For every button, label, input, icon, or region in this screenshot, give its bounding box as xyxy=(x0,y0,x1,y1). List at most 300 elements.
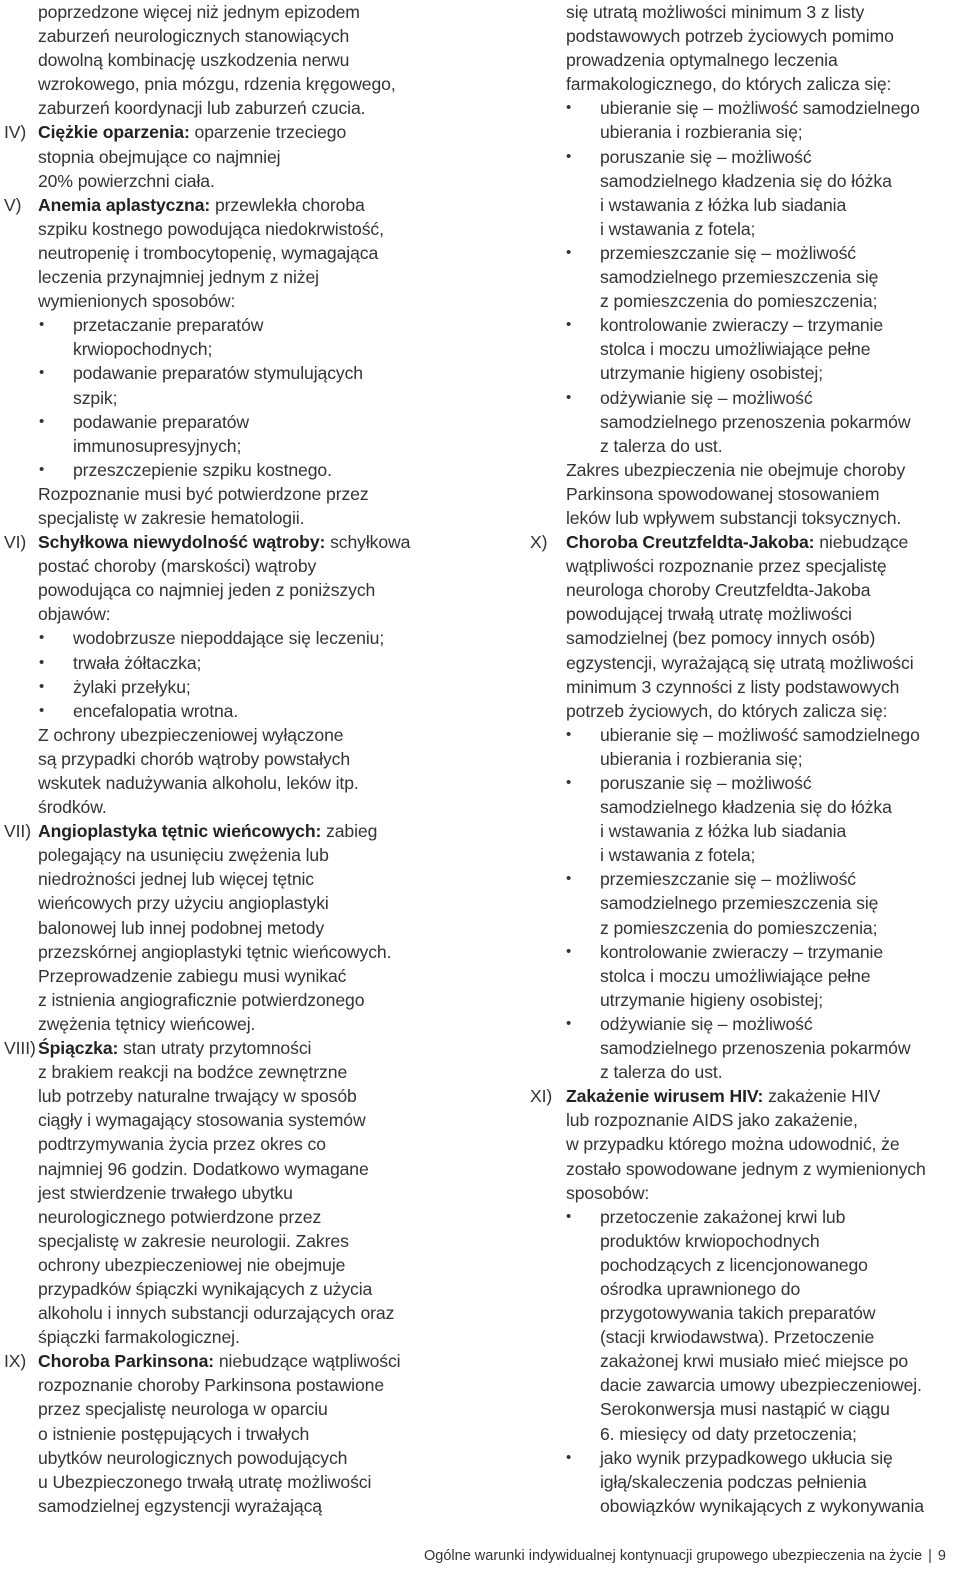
text-line xyxy=(4,1108,454,1132)
paragraph-text: neurologa choroby Creutzfeldta-Jakoba xyxy=(566,580,871,601)
bullet-icon: • xyxy=(39,677,45,695)
section-term: Schyłkowa niewydolność wątroby: xyxy=(38,532,326,553)
text-line xyxy=(4,1036,454,1060)
paragraph-text: przypadków śpiączki wynikających z użycia xyxy=(38,1278,373,1299)
bullet-continuation: samodzielnego przenoszenia pokarmów xyxy=(600,1038,911,1059)
text-line xyxy=(530,602,960,626)
bullet-text: przemieszczanie się – możliwość xyxy=(600,869,857,890)
page-footer xyxy=(424,1546,946,1566)
text-line xyxy=(4,771,454,795)
text-line xyxy=(4,1349,454,1373)
bullet-text: kontrolowanie zwieraczy – trzymanie xyxy=(600,941,884,962)
text-line xyxy=(530,891,960,915)
bullet-continuation: samodzielnego przemieszczenia się xyxy=(600,267,879,288)
section-term: Choroba Creutzfeldta-Jakoba: xyxy=(566,532,815,553)
bullet-icon: • xyxy=(566,725,572,743)
bullet-item xyxy=(4,699,454,723)
text-line xyxy=(4,1301,454,1325)
paragraph-text: wątpliwości rozpoznanie przez specjalistę xyxy=(566,556,887,577)
right-column xyxy=(530,0,960,1518)
text-line xyxy=(4,1325,454,1349)
text-line xyxy=(530,458,960,482)
bullet-item xyxy=(4,361,454,385)
bullet-continuation: i wstawania z łóżka lub siadania xyxy=(600,194,847,215)
text-line xyxy=(4,1012,454,1036)
bullet-continuation: i wstawania z fotela; xyxy=(600,218,756,239)
paragraph-text: prowadzenia optymalnego leczenia xyxy=(566,50,838,71)
text-line xyxy=(530,1084,960,1108)
text-line xyxy=(4,96,454,120)
text-line xyxy=(530,0,960,24)
text-line xyxy=(530,651,960,675)
paragraph-text: egzystencji, wyrażającą się utratą możliwości xyxy=(566,652,914,673)
text-line xyxy=(4,265,454,289)
paragraph-text: szpiku kostnego powodująca niedokrwistość, xyxy=(38,218,384,239)
bullet-item xyxy=(530,1012,960,1036)
bullet-continuation: krwiopochodnych; xyxy=(73,339,213,360)
bullet-continuation: i wstawania z fotela; xyxy=(600,845,756,866)
bullet-continuation: samodzielnego kładzenia się do łóżka xyxy=(600,170,892,191)
text-line xyxy=(4,940,454,964)
section-heading xyxy=(566,530,908,554)
text-line xyxy=(530,1325,960,1349)
text-line xyxy=(4,1229,454,1253)
bullet-continuation: zakażonej krwi musiało mieć miejsce po xyxy=(600,1351,909,1372)
text-line xyxy=(530,1397,960,1421)
text-line xyxy=(530,1229,960,1253)
bullet-continuation: z talerza do ust. xyxy=(600,1062,723,1083)
bullet-icon: • xyxy=(566,942,572,960)
paragraph-text: powodująca co najmniej jeden z poniższych xyxy=(38,580,376,601)
bullet-continuation: samodzielnego kładzenia się do łóżka xyxy=(600,797,892,818)
paragraph-text: polegający na usunięciu zwężenia lub xyxy=(38,845,329,866)
text-line xyxy=(4,916,454,940)
paragraph-text: podstawowych potrzeb życiowych pomimo xyxy=(566,26,894,47)
text-line xyxy=(530,1036,960,1060)
paragraph-text: jest stwierdzenie trwałego ubytku xyxy=(38,1182,293,1203)
paragraph-text: neutropenię i trombocytopenię, wymagająca xyxy=(38,242,379,263)
paragraph-text: Przeprowadzenie zabiegu musi wynikać xyxy=(38,965,347,986)
section-number: X) xyxy=(530,532,548,553)
paragraph-text: ochrony ubezpieczeniowej nie obejmuje xyxy=(38,1254,346,1275)
paragraph-text: neurologicznego potwierdzone przez xyxy=(38,1206,322,1227)
section-definition: schyłkowa xyxy=(325,532,411,553)
text-line xyxy=(530,361,960,385)
paragraph-text: zwężenia tętnicy wieńcowej. xyxy=(38,1013,256,1034)
paragraph-text: podtrzymywania życia przez okres co xyxy=(38,1134,326,1155)
text-line xyxy=(4,1084,454,1108)
text-line xyxy=(530,699,960,723)
paragraph-text: leków lub wpływem substancji toksycznych. xyxy=(566,507,902,528)
bullet-item xyxy=(530,386,960,410)
bullet-item xyxy=(530,96,960,120)
text-line xyxy=(530,988,960,1012)
text-line xyxy=(530,337,960,361)
bullet-continuation: pochodzących z licencjonowanego xyxy=(600,1254,868,1275)
section-heading xyxy=(38,1036,311,1060)
section-term: Choroba Parkinsona: xyxy=(38,1351,215,1372)
text-line xyxy=(4,1205,454,1229)
bullet-continuation: ubierania i rozbierania się; xyxy=(600,748,803,769)
text-line xyxy=(4,217,454,241)
text-line xyxy=(530,1470,960,1494)
paragraph-text: Rozpoznanie musi być potwierdzone przez xyxy=(38,483,369,504)
paragraph-text: ubytków neurologicznych powodujących xyxy=(38,1447,348,1468)
text-line xyxy=(530,1253,960,1277)
bullet-continuation: przygotowywania takich preparatów xyxy=(600,1303,876,1324)
text-line xyxy=(4,988,454,1012)
text-line xyxy=(4,602,454,626)
bullet-item xyxy=(4,458,454,482)
section-term: Zakażenie wirusem HIV: xyxy=(566,1086,764,1107)
bullet-icon: • xyxy=(566,774,572,791)
paragraph-text: specjalistę w zakresie neurologii. Zakres xyxy=(38,1230,349,1251)
text-line xyxy=(4,1132,454,1156)
text-line xyxy=(4,482,454,506)
bullet-item xyxy=(530,867,960,891)
section-number: VIII) xyxy=(4,1038,36,1059)
paragraph-text: potrzeb życiowych, do których zalicza się: xyxy=(566,700,888,721)
text-line xyxy=(4,1494,454,1518)
bullet-item xyxy=(4,675,454,699)
bullet-continuation: z pomieszczenia do pomieszczenia; xyxy=(600,291,878,312)
bullet-icon: • xyxy=(39,412,45,430)
bullet-continuation: stolca i moczu umożliwiające pełne xyxy=(600,339,871,360)
text-line xyxy=(4,1446,454,1470)
text-line xyxy=(4,1157,454,1181)
text-line xyxy=(4,120,454,144)
text-line xyxy=(530,675,960,699)
paragraph-text: u Ubezpieczonego trwałą utratę możliwości xyxy=(38,1471,372,1492)
text-line xyxy=(4,1397,454,1421)
text-line xyxy=(530,843,960,867)
text-line xyxy=(4,530,454,554)
bullet-continuation: 6. miesięcy od daty przetoczenia; xyxy=(600,1423,857,1444)
text-line xyxy=(4,48,454,72)
section-definition: niebudzące wątpliwości xyxy=(214,1351,401,1372)
bullet-icon: • xyxy=(39,460,45,478)
section-number: V) xyxy=(4,194,22,215)
footer-separator: | xyxy=(928,1548,932,1564)
bullet-text: kontrolowanie zwieraczy – trzymanie xyxy=(600,315,884,336)
paragraph-text: stopnia obejmujące co najmniej xyxy=(38,146,281,167)
paragraph-text: Parkinsona spowodowanej stosowaniem xyxy=(566,483,880,504)
bullet-continuation: samodzielnego przenoszenia pokarmów xyxy=(600,411,911,432)
text-line xyxy=(4,843,454,867)
bullet-icon: • xyxy=(566,1448,572,1466)
paragraph-text: środków. xyxy=(38,797,107,818)
section-heading xyxy=(566,1084,880,1108)
bullet-continuation: Serokonwersja musi nastąpić w ciągu xyxy=(600,1399,890,1420)
text-line xyxy=(530,482,960,506)
bullet-continuation: stolca i moczu umożliwiające pełne xyxy=(600,965,871,986)
paragraph-text: poprzedzone więcej niż jednym epizodem xyxy=(38,2,360,22)
section-heading xyxy=(38,120,346,144)
section-number: VI) xyxy=(4,532,27,553)
bullet-continuation: utrzymanie higieny osobistej; xyxy=(600,989,824,1010)
bullet-text: podawanie preparatów stymulujących xyxy=(73,363,363,384)
bullet-continuation: igłą/skaleczenia podczas pełnienia xyxy=(600,1471,867,1492)
text-line xyxy=(530,964,960,988)
text-line xyxy=(4,1181,454,1205)
text-line xyxy=(4,795,454,819)
page-number: 9 xyxy=(937,1548,946,1564)
bullet-continuation: z talerza do ust. xyxy=(600,435,723,456)
paragraph-text: wymienionych sposobów: xyxy=(38,291,236,312)
section-number: IX) xyxy=(4,1351,27,1372)
bullet-text: przemieszczanie się – możliwość xyxy=(600,242,857,263)
footer-title: Ogólne warunki indywidualnej kontynuacji grupowego ubezpieczenia na życie xyxy=(424,1548,923,1564)
text-line xyxy=(4,434,454,458)
left-column xyxy=(4,0,454,1518)
paragraph-text: zostało spowodowane jednym z wymienionych xyxy=(566,1158,926,1179)
bullet-text: poruszanie się – możliwość xyxy=(600,146,812,167)
bullet-icon: • xyxy=(566,147,572,165)
bullet-text: ubieranie się – możliwość samodzielnego xyxy=(600,724,920,745)
text-line xyxy=(530,819,960,843)
section-term: Ciężkie oparzenia: xyxy=(38,122,190,143)
bullet-item xyxy=(530,771,960,795)
bullet-icon: • xyxy=(566,243,572,261)
text-line xyxy=(530,916,960,940)
bullet-icon: • xyxy=(566,1014,572,1032)
section-definition: stan utraty przytomności xyxy=(118,1038,312,1059)
section-number: VII) xyxy=(4,821,31,842)
paragraph-text: dowolną kombinację uszkodzenia nerwu xyxy=(38,50,350,71)
text-line xyxy=(4,578,454,602)
text-line xyxy=(4,289,454,313)
bullet-icon: • xyxy=(566,1207,572,1225)
text-line xyxy=(530,1108,960,1132)
text-line xyxy=(530,1060,960,1084)
section-definition: niebudzące xyxy=(814,532,909,553)
text-line xyxy=(4,819,454,843)
bullet-item xyxy=(530,313,960,337)
text-line xyxy=(530,1181,960,1205)
text-line xyxy=(530,120,960,144)
text-line xyxy=(530,72,960,96)
text-line xyxy=(4,867,454,891)
text-line xyxy=(530,747,960,771)
bullet-icon: • xyxy=(39,653,45,671)
text-line xyxy=(530,530,960,554)
section-definition: zakażenie HIV xyxy=(763,1086,881,1107)
text-line xyxy=(4,145,454,169)
paragraph-text: lub potrzeby naturalne trwający w sposób xyxy=(38,1086,357,1107)
paragraph-text: Z ochrony ubezpieczeniowej wyłączone xyxy=(38,724,344,745)
bullet-continuation: samodzielnego przemieszczenia się xyxy=(600,893,879,914)
section-number: XI) xyxy=(530,1086,553,1107)
paragraph-text: są przypadki chorób wątroby powstałych xyxy=(38,748,351,769)
section-heading xyxy=(38,819,377,843)
bullet-item xyxy=(4,410,454,434)
bullet-text: encefalopatia wrotna. xyxy=(73,700,239,721)
text-line xyxy=(4,1277,454,1301)
paragraph-text: objawów: xyxy=(38,604,111,625)
section-definition: oparzenie trzeciego xyxy=(189,122,347,143)
paragraph-text: alkoholu i innych substancji odurzających oraz xyxy=(38,1303,395,1324)
text-line xyxy=(530,506,960,530)
text-line xyxy=(530,289,960,313)
text-line xyxy=(530,410,960,434)
paragraph-text: minimum 3 czynności z listy podstawowych xyxy=(566,676,900,697)
bullet-continuation: immunosupresyjnych; xyxy=(73,435,242,456)
paragraph-text: balonowej lub innej podobnej metody xyxy=(38,917,325,938)
bullet-continuation: z pomieszczenia do pomieszczenia; xyxy=(600,917,878,938)
paragraph-text: przezskórnej angioplastyki tętnic wieńcowych. xyxy=(38,941,392,962)
text-line xyxy=(4,72,454,96)
bullet-text: poruszanie się – możliwość xyxy=(600,773,812,793)
bullet-text: odżywianie się – możliwość xyxy=(600,387,813,408)
text-line xyxy=(530,169,960,193)
section-heading xyxy=(38,530,410,554)
paragraph-text: z brakiem reakcji na bodźce zewnętrzne xyxy=(38,1062,348,1083)
bullet-continuation: dacie zawarcia umowy ubezpieczeniowej. xyxy=(600,1375,922,1396)
text-line xyxy=(4,241,454,265)
paragraph-text: o istnienie postępujących i trwałych xyxy=(38,1423,310,1444)
bullet-text: wodobrzusze niepoddające się leczeniu; xyxy=(73,628,385,649)
paragraph-text: sposobów: xyxy=(566,1182,650,1203)
text-line xyxy=(530,1494,960,1518)
text-line xyxy=(4,24,454,48)
text-line xyxy=(4,891,454,915)
text-line xyxy=(530,1349,960,1373)
bullet-text: przeszczepienie szpiku kostnego. xyxy=(73,459,332,480)
paragraph-text: samodzielnej egzystencji wyrażającą xyxy=(38,1495,322,1516)
paragraph-text: powodującej trwałą utratę możliwości xyxy=(566,604,852,625)
text-line xyxy=(530,1132,960,1156)
paragraph-text: samodzielnej (bez pomocy innych osób) xyxy=(566,628,876,649)
paragraph-text: ciągły i wymagający stosowania systemów xyxy=(38,1110,366,1131)
bullet-text: przetoczenie zakażonej krwi lub xyxy=(600,1206,846,1227)
paragraph-text: wzrokowego, pnia mózgu, rdzenia kręgowego, xyxy=(38,74,396,95)
paragraph-text: postać choroby (marskości) wątroby xyxy=(38,556,317,577)
text-line xyxy=(530,1157,960,1181)
text-line xyxy=(4,193,454,217)
paragraph-text: przez specjalistę neurologa w oparciu xyxy=(38,1399,328,1420)
text-line xyxy=(530,48,960,72)
text-line xyxy=(4,1373,454,1397)
text-line xyxy=(530,554,960,578)
bullet-continuation: ubierania i rozbierania się; xyxy=(600,122,803,143)
bullet-text: trwała żółtaczka; xyxy=(73,652,202,673)
bullet-continuation: obowiązków wynikających z wykonywania xyxy=(600,1495,924,1516)
section-definition: zabieg xyxy=(321,821,378,842)
paragraph-text: najmniej 96 godzin. Dodatkowo wymagane xyxy=(38,1158,369,1179)
bullet-icon: • xyxy=(39,364,45,382)
bullet-item xyxy=(530,940,960,964)
bullet-icon: • xyxy=(566,316,572,334)
paragraph-text: 20% powierzchni ciała. xyxy=(38,170,215,191)
section-term: Angioplastyka tętnic wieńcowych: xyxy=(38,821,322,842)
section-heading xyxy=(38,193,365,217)
bullet-item xyxy=(530,1205,960,1229)
paragraph-text: farmakologicznego, do których zalicza się: xyxy=(566,74,892,95)
section-number: IV) xyxy=(4,122,27,143)
bullet-icon: • xyxy=(39,629,45,647)
text-line xyxy=(4,964,454,988)
text-line xyxy=(4,554,454,578)
paragraph-text: Zakres ubezpieczenia nie obejmuje choroby xyxy=(566,459,906,480)
bullet-item xyxy=(4,313,454,337)
text-line xyxy=(530,1277,960,1301)
text-line xyxy=(530,795,960,819)
text-line xyxy=(4,506,454,530)
text-line xyxy=(4,337,454,361)
bullet-item xyxy=(4,651,454,675)
text-line xyxy=(530,1422,960,1446)
bullet-item xyxy=(530,241,960,265)
text-line xyxy=(530,1373,960,1397)
text-line xyxy=(4,723,454,747)
text-line xyxy=(530,626,960,650)
bullet-continuation: produktów krwiopochodnych xyxy=(600,1230,820,1251)
paragraph-text: leczenia przynajmniej jednym z niżej xyxy=(38,267,319,288)
paragraph-text: specjalistę w zakresie hematologii. xyxy=(38,507,305,528)
bullet-text: podawanie preparatów xyxy=(73,411,250,432)
paragraph-text: lub rozpoznanie AIDS jako zakażenie, xyxy=(566,1110,858,1131)
bullet-icon: • xyxy=(566,388,572,406)
bullet-item xyxy=(530,723,960,747)
bullet-continuation: i wstawania z łóżka lub siadania xyxy=(600,821,847,842)
text-line xyxy=(4,1253,454,1277)
text-line xyxy=(4,386,454,410)
paragraph-text: śpiączki farmakologicznej. xyxy=(38,1327,240,1348)
section-definition: przewlekła choroba xyxy=(210,194,365,215)
text-line xyxy=(4,169,454,193)
bullet-item xyxy=(530,1446,960,1470)
paragraph-text: niedrożności jednej lub więcej tętnic xyxy=(38,869,315,890)
text-line xyxy=(4,747,454,771)
section-term: Śpiączka: xyxy=(38,1038,119,1059)
text-line xyxy=(530,578,960,602)
bullet-text: żylaki przełyku; xyxy=(73,676,191,697)
bullet-text: jako wynik przypadkowego ukłucia się xyxy=(600,1447,893,1468)
text-line xyxy=(4,1060,454,1084)
bullet-continuation: szpik; xyxy=(73,387,118,408)
paragraph-text: wieńcowych przy użyciu angioplastyki xyxy=(38,893,329,914)
text-line xyxy=(530,1301,960,1325)
bullet-item xyxy=(530,145,960,169)
text-line xyxy=(4,1470,454,1494)
paragraph-text: wskutek nadużywania alkoholu, leków itp. xyxy=(38,773,359,793)
paragraph-text: w przypadku którego można udowodnić, że xyxy=(566,1134,900,1155)
text-line xyxy=(530,24,960,48)
bullet-text: przetaczanie preparatów xyxy=(73,315,264,336)
bullet-icon: • xyxy=(566,99,572,117)
bullet-item xyxy=(4,626,454,650)
section-heading xyxy=(38,1349,400,1373)
paragraph-text: rozpoznanie choroby Parkinsona postawione xyxy=(38,1375,385,1396)
paragraph-text: się utratą możliwości minimum 3 z listy xyxy=(566,2,865,22)
bullet-icon: • xyxy=(39,316,45,334)
bullet-text: ubieranie się – możliwość samodzielnego xyxy=(600,98,920,119)
bullet-icon: • xyxy=(39,701,45,719)
paragraph-text: z istnienia angiograficznie potwierdzonego xyxy=(38,989,365,1010)
bullet-continuation: utrzymanie higieny osobistej; xyxy=(600,363,824,384)
bullet-icon: • xyxy=(566,870,572,888)
text-line xyxy=(4,1422,454,1446)
text-line xyxy=(530,193,960,217)
bullet-text: odżywianie się – możliwość xyxy=(600,1013,813,1034)
text-line xyxy=(530,265,960,289)
section-term: Anemia aplastyczna: xyxy=(38,194,211,215)
bullet-continuation: (stacji krwiodawstwa). Przetoczenie xyxy=(600,1327,875,1348)
text-line xyxy=(530,434,960,458)
text-line xyxy=(4,0,454,24)
bullet-continuation: ośrodka uprawnionego do xyxy=(600,1278,801,1299)
text-line xyxy=(530,217,960,241)
